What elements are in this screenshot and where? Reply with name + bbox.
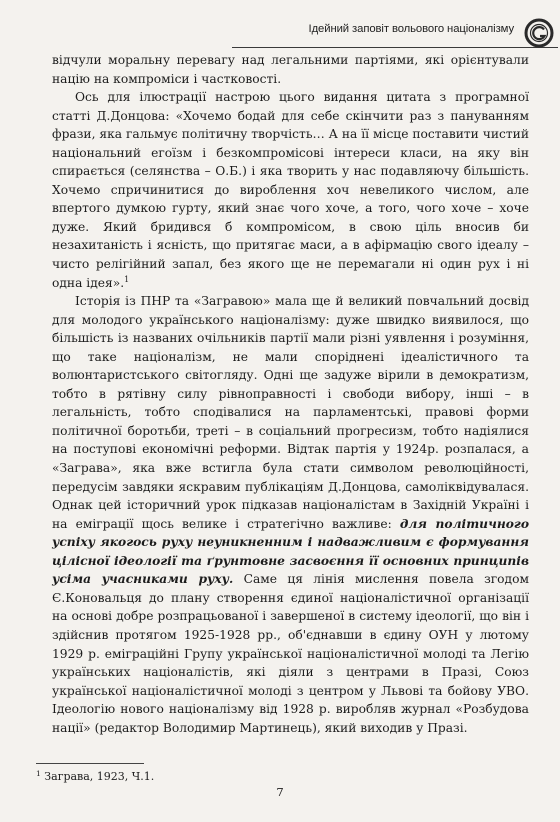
running-header-title: Ідейний заповіт вольового націоналізму [308,23,514,35]
footnote [36,770,516,784]
paragraph-quote [52,88,529,292]
main-text [52,51,529,737]
page-number: 7 [276,785,284,799]
running-header [232,15,558,48]
footnote-divider [36,763,144,764]
footnote-text: Заграва, 1923, Ч.1. [44,770,155,783]
paragraph-history [52,292,529,737]
paragraph-continued: відчули моральну перевагу над легальними партіями, які орієнтували націю на компроміси і частковості. [52,53,529,86]
paragraph-history-text-1: Історія із ПНР та «Загравою» мала ще й великий повчальний досвід для молодого українського націоналізму: дуже швидко виявилося, що більшість із названих очільників партії мали різні уявлення і розуміння, що таке націоналізм, не мали споріднені ідеалістичного та волюнтаристського світогляду. Одні ще задуже вірили в демократизм, тобто в рятівну силу рівноправності і свободи вибору, інші – в легальність, тобто сподівалися на парламентські, правові форми політичної боротьби, треті – в соціальний прогресизм, тобто надіялися на поступові економічні реформи. Відтак партія у 1924р. розпалася, а «Заграва», яка вже встигла була стати символом революційності, передусім завдяки яскравим публікаціям Д.Донцова, самоліквідувалася. Однак цей історичний урок підказав націоналістам в Західній Україні і на еміграції щось велике і стратегічно важливе: [52,294,529,531]
emphasized-statement: для політичного успіху якогось руху неуникненним і надважливим є формування цілісної ідеології та ґрунтовне засвоєння її основних принципів усіма учасниками руху. [52,515,529,587]
footnote-number: 1 [36,769,41,778]
publisher-logo-icon [524,18,554,48]
paragraph-quote-text: Ось для ілюстрації настрою цього видання цитата з програмної статті Д.Донцова: «Хочемо бодай для себе скінчити раз з пануванням фрази, яка гальмує політичну творчість… А на її місце поставити чистий національний егоїзм і безкомпромісові інтереси класи, на яку він спирається (селянства – О.Б.) і яка творить у нас подавляючу більшість. Хочемо спричинитися до вироблення хоч невеликого числом, але впертого думкою гурту, який знає чого хоче, а того, чого хоче – хоче дуже. Який бридився б компромісом, в свою ціль вносив би незахитаність і ясність, що притягає маси, а в афірмацію свого ідеалу – чисто релігійний запал, без якого ще не перемагали ні один рух і ні одна ідея». [52,90,529,290]
footnote-reference: 1 [124,274,130,284]
paragraph-history-text-2: Саме ця лінія мислення повела згодом Є.Коновальця до плану створення єдиної націоналістичної організації на основі добре розпрацьованої і завершеної в систему ідеології, що він і здійснив протягом 1925-1928 рр., об'єднавши в єдину ОУН у лютому 1929 р. еміграційні Групу української націоналістичної молоді та Легію українських націоналістів, які діяли з центрами в Празі, Союз української націоналістичної молоді з центром у Львові та бойову УВО. Ідеологію нового націоналізму від 1928 р. виробляв журнал «Розбудова нації» (редактор Володимир Мартинець), який виходив у Празі. [52,572,530,735]
